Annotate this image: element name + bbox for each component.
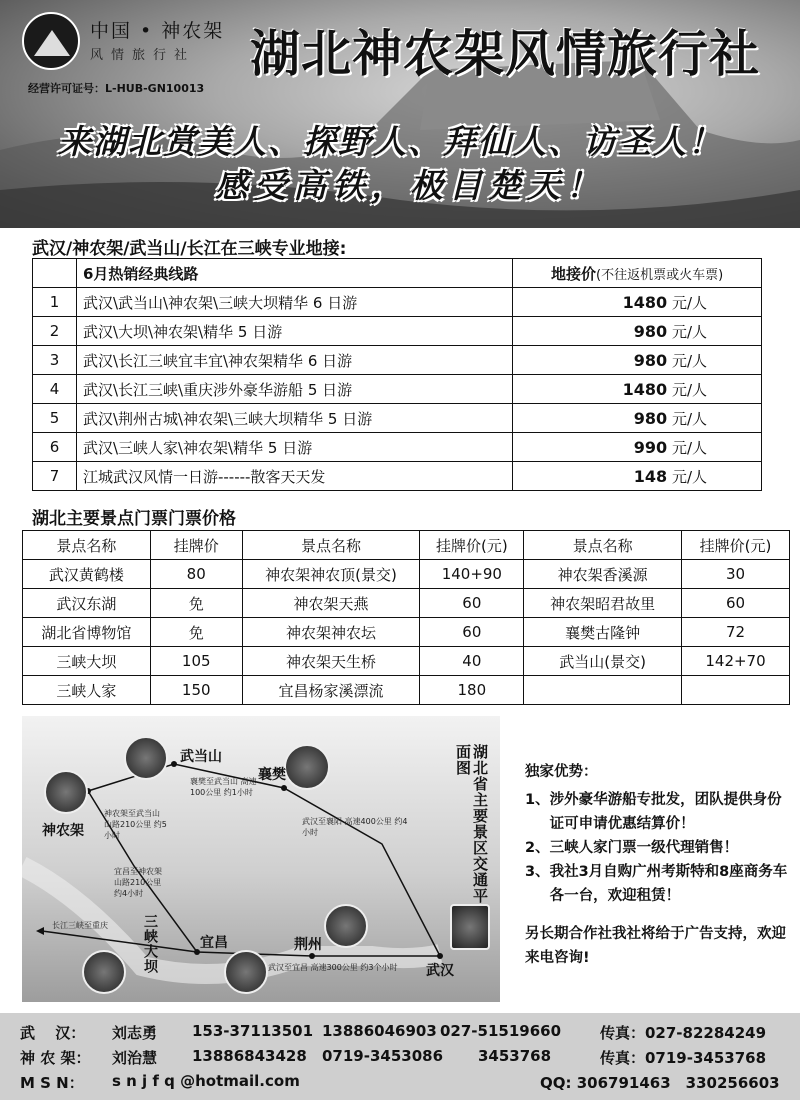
contact-label: 神 农 架： bbox=[20, 1049, 91, 1067]
ticket-site-name: 宜昌杨家溪漂流 bbox=[242, 676, 420, 705]
advantage-text: 三峡人家门票一级代理销售！ bbox=[549, 840, 739, 856]
shennongjia-photo bbox=[44, 770, 88, 814]
ticket-price: 105 bbox=[150, 647, 242, 676]
ticket-site-name: 神农架香溪源 bbox=[524, 560, 682, 589]
advantage-item bbox=[525, 860, 795, 908]
route-number: 6 bbox=[33, 433, 77, 462]
route-price-cell bbox=[513, 375, 762, 404]
map-note-5: 武汉至宜昌 高速300公里 约3个小时 bbox=[268, 963, 398, 972]
tickets-header-cell: 景点名称 bbox=[524, 531, 682, 560]
route-price-unit: 元/人 bbox=[671, 322, 708, 341]
advantage-text: 我社3月自购广州考斯特和8座商务车各一台，欢迎租赁！ bbox=[549, 864, 788, 904]
ticket-site-name: 神农架天生桥 bbox=[242, 647, 420, 676]
ticket-site-name: 武当山(景交) bbox=[524, 647, 682, 676]
route-price: 1480 bbox=[622, 379, 668, 399]
map-note-3: 武汉至襄阳 高速400公里 约4小时 bbox=[302, 817, 408, 837]
contact-fax: 传真：027-82284249 bbox=[600, 1024, 767, 1042]
contact-phone: 13886843428 bbox=[192, 1047, 307, 1065]
map-note-1: 襄樊至武当山 高速100公里 约1小时 bbox=[190, 777, 257, 797]
contact-person: 刘志勇 bbox=[112, 1024, 158, 1042]
route-price: 980 bbox=[633, 350, 668, 370]
city-sanxia: 三峡大坝 bbox=[142, 914, 158, 974]
ticket-site-name bbox=[524, 676, 682, 705]
tickets-header-row bbox=[23, 531, 790, 560]
wudangshan-photo bbox=[124, 736, 168, 780]
ticket-row bbox=[23, 589, 790, 618]
xiangfan-photo bbox=[284, 744, 330, 790]
route-name: 武汉\大坝\神农架\精华 5 日游 bbox=[76, 317, 512, 346]
contact-fax: 传真：0719-3453768 bbox=[600, 1049, 767, 1067]
city-yichang: 宜昌 bbox=[200, 935, 228, 951]
route-price-cell bbox=[513, 317, 762, 346]
route-price-cell bbox=[513, 288, 762, 317]
ticket-price: 72 bbox=[682, 618, 790, 647]
tickets-heading: 湖北主要景点门票门票价格 bbox=[32, 509, 236, 529]
yellow-crane-tower-photo bbox=[450, 904, 490, 950]
ticket-price: 150 bbox=[150, 676, 242, 705]
ticket-site-name: 神农架神农顶(景交) bbox=[242, 560, 420, 589]
route-row bbox=[33, 317, 762, 346]
advantage-text: 涉外豪华游船专批发，团队提供身份证可申请优惠结算价！ bbox=[549, 792, 782, 832]
route-name: 武汉\长江三峡\重庆涉外豪华游船 5 日游 bbox=[76, 375, 512, 404]
route-number: 7 bbox=[33, 462, 77, 491]
tickets-header-cell: 景点名称 bbox=[242, 531, 420, 560]
map-note-4: 宜昌至神农架 山路210公里 约4小时 bbox=[114, 867, 162, 898]
ticket-price: 140+90 bbox=[420, 560, 524, 589]
advantage-item bbox=[525, 836, 795, 860]
ticket-price: 免 bbox=[150, 589, 242, 618]
qq-numbers: QQ: 306791463 330256603 bbox=[540, 1074, 780, 1092]
advantage-item bbox=[525, 788, 795, 836]
ticket-price: 142+70 bbox=[682, 647, 790, 676]
route-number: 2 bbox=[33, 317, 77, 346]
ticket-row bbox=[23, 618, 790, 647]
route-row bbox=[33, 462, 762, 491]
ticket-site-name: 三峡大坝 bbox=[23, 647, 151, 676]
routes-table bbox=[32, 258, 762, 491]
ticket-site-name: 神农架天燕 bbox=[242, 589, 420, 618]
ticket-site-name: 湖北省博物馆 bbox=[23, 618, 151, 647]
ticket-price: 40 bbox=[420, 647, 524, 676]
license-number: 经营许可证号：L-HUB-GN10013 bbox=[28, 82, 205, 95]
yichang-photo bbox=[224, 950, 268, 994]
ticket-site-name: 神农架神农坛 bbox=[242, 618, 420, 647]
contact-phone: 027-51519660 bbox=[440, 1022, 562, 1040]
ticket-row bbox=[23, 676, 790, 705]
route-price: 990 bbox=[633, 437, 668, 457]
route-number: 1 bbox=[33, 288, 77, 317]
route-row bbox=[33, 404, 762, 433]
map-note-2: 神农架至武当山 山路210公里 约5小时 bbox=[104, 809, 167, 840]
route-number: 5 bbox=[33, 404, 77, 433]
routes-heading: 武汉/神农架/武当山/长江在三峡专业地接: bbox=[32, 239, 347, 259]
advantages-extra: 另长期合作社我社将给于广告支持，欢迎来电咨询! bbox=[525, 926, 786, 966]
msn-address: s n j f q @hotmail.com bbox=[112, 1072, 300, 1090]
ticket-price: 30 bbox=[682, 560, 790, 589]
slogan-line-1: 来湖北赏美人、探野人、拜仙人、访圣人！ bbox=[58, 122, 723, 161]
ticket-price: 60 bbox=[420, 589, 524, 618]
ticket-price: 180 bbox=[420, 676, 524, 705]
tickets-header-cell: 挂牌价 bbox=[150, 531, 242, 560]
city-xiangfan: 襄樊 bbox=[258, 767, 286, 783]
route-name: 武汉\三峡人家\神农架\精华 5 日游 bbox=[76, 433, 512, 462]
routes-header-price: 地接价(不往返机票或火车票) bbox=[513, 259, 762, 288]
routes-header-num bbox=[33, 259, 77, 288]
route-price: 148 bbox=[633, 466, 668, 486]
route-price-unit: 元/人 bbox=[671, 467, 708, 486]
route-name: 江城武汉风情一日游------散客天天发 bbox=[76, 462, 512, 491]
brand-logo bbox=[22, 12, 80, 70]
tickets-header-cell: 挂牌价(元) bbox=[682, 531, 790, 560]
contact-phone: 153-37113501 bbox=[192, 1022, 314, 1040]
tickets-table bbox=[22, 530, 790, 705]
ticket-row bbox=[23, 647, 790, 676]
route-row bbox=[33, 346, 762, 375]
advantages-title: 独家优势： bbox=[525, 764, 598, 780]
sanxia-photo bbox=[82, 950, 126, 994]
contact-phone: 13886046903 bbox=[322, 1022, 437, 1040]
route-price-cell bbox=[513, 462, 762, 491]
route-row bbox=[33, 433, 762, 462]
ticket-price: 80 bbox=[150, 560, 242, 589]
advantage-number: 2、 bbox=[525, 840, 550, 856]
route-price: 1480 bbox=[622, 292, 668, 312]
city-shennongjia: 神农架 bbox=[42, 823, 84, 839]
advantage-number: 3、 bbox=[525, 864, 550, 880]
route-name: 武汉\长江三峡宜丰宜\神农架精华 6 日游 bbox=[76, 346, 512, 375]
contact-footer bbox=[0, 1013, 800, 1100]
contact-row-shennongjia bbox=[20, 1047, 790, 1071]
slogan-line-2: 感受高铁，极目楚天！ bbox=[215, 166, 605, 205]
contact-person: 刘治慧 bbox=[112, 1049, 158, 1067]
brand-subtitle: 风情旅行社 bbox=[90, 48, 196, 63]
tickets-header-cell: 挂牌价(元) bbox=[420, 531, 524, 560]
contact-label: M S N： bbox=[20, 1074, 84, 1092]
contact-row-msn bbox=[20, 1072, 790, 1096]
ticket-site-name: 三峡人家 bbox=[23, 676, 151, 705]
ticket-site-name: 武汉东湖 bbox=[23, 589, 151, 618]
ticket-price: 60 bbox=[682, 589, 790, 618]
route-name: 武汉\武当山\神农架\三峡大坝精华 6 日游 bbox=[76, 288, 512, 317]
contact-label: 武 汉： bbox=[20, 1024, 86, 1042]
contact-row-wuhan bbox=[20, 1022, 790, 1046]
route-number: 3 bbox=[33, 346, 77, 375]
route-row bbox=[33, 288, 762, 317]
brand-name: 中国 • 神农架 bbox=[90, 20, 225, 42]
routes-header-row bbox=[33, 259, 762, 288]
route-name: 武汉\荆州古城\神农架\三峡大坝精华 5 日游 bbox=[76, 404, 512, 433]
route-price-cell bbox=[513, 404, 762, 433]
city-wudangshan: 武当山 bbox=[180, 749, 222, 765]
ticket-site-name: 武汉黄鹤楼 bbox=[23, 560, 151, 589]
route-price: 980 bbox=[633, 321, 668, 341]
contact-phone: 3453768 bbox=[478, 1047, 552, 1065]
route-price-cell bbox=[513, 433, 762, 462]
jingzhou-photo bbox=[324, 904, 368, 948]
route-price: 980 bbox=[633, 408, 668, 428]
advantages-panel bbox=[525, 760, 795, 970]
ticket-price bbox=[682, 676, 790, 705]
route-price-cell bbox=[513, 346, 762, 375]
ticket-site-name: 襄樊古隆钟 bbox=[524, 618, 682, 647]
route-price-unit: 元/人 bbox=[671, 380, 708, 399]
header-banner bbox=[0, 0, 800, 228]
advantage-number: 1、 bbox=[525, 792, 550, 808]
tickets-header-cell: 景点名称 bbox=[23, 531, 151, 560]
city-jingzhou: 荆州 bbox=[294, 937, 322, 953]
route-number: 4 bbox=[33, 375, 77, 404]
transport-map bbox=[22, 716, 500, 1002]
ticket-price: 60 bbox=[420, 618, 524, 647]
ticket-row bbox=[23, 560, 790, 589]
route-price-unit: 元/人 bbox=[671, 438, 708, 457]
city-wuhan: 武汉 bbox=[426, 963, 454, 979]
route-price-unit: 元/人 bbox=[671, 351, 708, 370]
contact-phone: 0719-3453086 bbox=[322, 1047, 444, 1065]
route-row bbox=[33, 375, 762, 404]
ticket-site-name: 神农架昭君故里 bbox=[524, 589, 682, 618]
routes-header-route: 6月热销经典线路 bbox=[76, 259, 512, 288]
route-price-unit: 元/人 bbox=[671, 293, 708, 312]
ticket-price: 免 bbox=[150, 618, 242, 647]
map-note-6: 长江三峡至重庆 bbox=[52, 921, 108, 930]
map-title: 湖北省主要景区交通平面图 bbox=[454, 744, 489, 904]
route-price-unit: 元/人 bbox=[671, 409, 708, 428]
page-title: 湖北神农架风情旅行社 bbox=[250, 24, 760, 83]
